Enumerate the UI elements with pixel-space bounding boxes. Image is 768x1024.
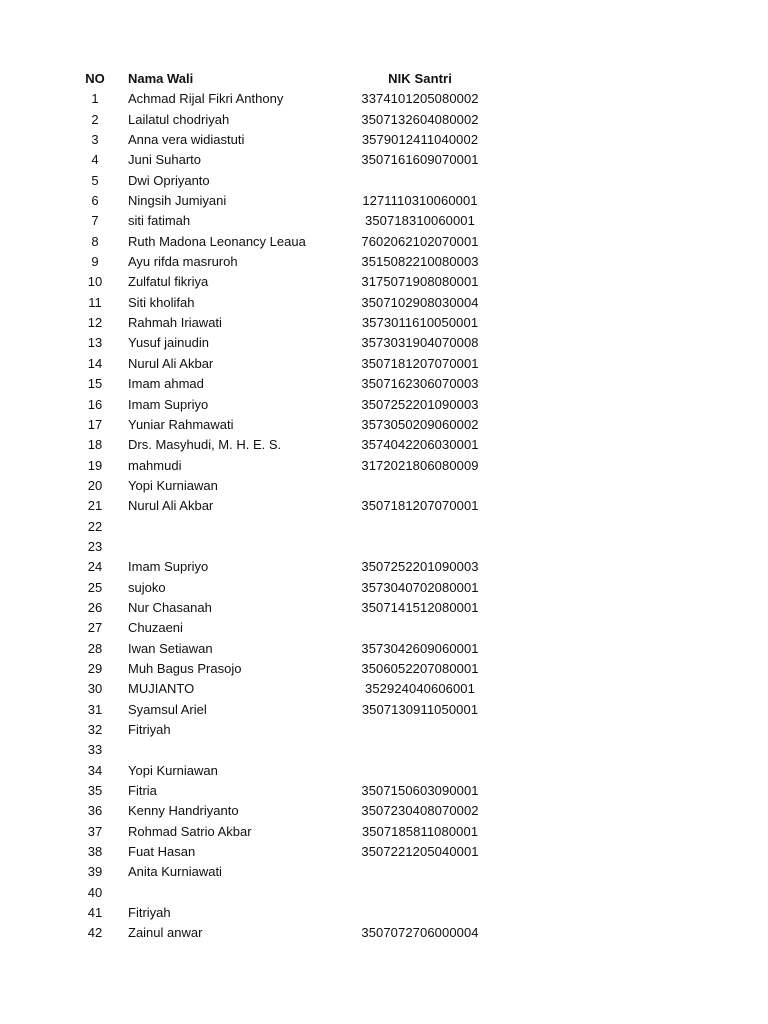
nama-wali-cell: Anna vera widiastuti	[128, 132, 245, 148]
row-number: 22	[87, 518, 103, 534]
nik-santri-cell: 350718310060001	[365, 213, 475, 229]
table-header-row	[0, 69, 768, 89]
nik-santri-cell: 3374101205080002	[361, 91, 479, 107]
row-number: 18	[87, 437, 103, 453]
nik-santri-cell: 3507102908030004	[361, 294, 479, 310]
row-number: 21	[87, 498, 103, 514]
nama-wali-cell: Ayu rifda masruroh	[128, 254, 238, 270]
table-row	[0, 679, 768, 699]
nik-santri-cell: 3507252201090003	[361, 559, 479, 575]
table-row	[0, 89, 768, 109]
nik-santri-cell: 3507150603090001	[361, 783, 479, 799]
row-number: 39	[87, 864, 103, 880]
nama-wali-cell: Fitria	[128, 783, 157, 799]
nama-wali-cell: Yopi Kurniawan	[128, 477, 218, 493]
row-number: 9	[91, 254, 99, 270]
nik-santri-cell: 3507181207070001	[361, 355, 479, 371]
nama-wali-cell: Imam Supriyo	[128, 559, 209, 575]
nama-wali-cell: Imam ahmad	[128, 376, 204, 392]
row-number: 8	[91, 233, 99, 249]
nik-santri-cell: 1271110310060001	[362, 193, 478, 209]
table-row	[0, 130, 768, 150]
row-number: 34	[87, 762, 103, 778]
table-row	[0, 740, 768, 760]
table-row	[0, 232, 768, 252]
table-row	[0, 517, 768, 537]
nama-wali-cell: Syamsul Ariel	[128, 701, 207, 717]
row-number: 10	[87, 274, 103, 290]
nik-santri-cell: 7602062102070001	[361, 233, 479, 249]
row-number: 14	[87, 355, 103, 371]
nik-santri-cell: 3172021806080009	[361, 457, 479, 473]
table-row	[0, 537, 768, 557]
row-number: 30	[87, 681, 103, 697]
nama-wali-cell: Yopi Kurniawan	[128, 762, 218, 778]
nama-wali-cell: Siti kholifah	[128, 294, 195, 310]
nama-wali-cell: Fuat Hasan	[128, 844, 196, 860]
table-row	[0, 700, 768, 720]
row-number: 17	[87, 416, 103, 432]
nik-santri-cell: 3507161609070001	[361, 152, 479, 168]
column-header-nik-santri: NIK Santri	[388, 71, 452, 86]
row-number: 37	[87, 823, 103, 839]
nik-santri-cell: 3507072706000004	[361, 925, 479, 941]
row-number: 42	[87, 925, 103, 941]
table-row	[0, 639, 768, 659]
nik-santri-cell: 3573011610050001	[361, 315, 479, 331]
row-number: 19	[87, 457, 103, 473]
nik-santri-cell: 3507162306070003	[361, 376, 479, 392]
nik-santri-cell: 3175071908080001	[361, 274, 479, 290]
table-row	[0, 598, 768, 618]
nama-wali-cell: Fitriyah	[128, 905, 171, 921]
wali-santri-table	[0, 69, 768, 944]
nik-santri-cell: 3507141512080001	[361, 599, 479, 615]
nik-santri-cell: 3507230408070002	[361, 803, 479, 819]
nama-wali-cell: Yusuf jainudin	[128, 335, 209, 351]
nama-wali-cell: Fitriyah	[128, 722, 171, 737]
row-number: 35	[87, 783, 103, 799]
row-number: 6	[91, 193, 99, 209]
table-row	[0, 435, 768, 455]
nik-santri-cell: 3507132604080002	[361, 111, 479, 127]
table-row	[0, 110, 768, 130]
table-row	[0, 313, 768, 333]
table-row	[0, 293, 768, 313]
nik-santri-cell: 3579012411040002	[361, 132, 479, 148]
row-number: 38	[87, 844, 103, 860]
row-number: 26	[87, 599, 103, 615]
nama-wali-cell: Juni Suharto	[128, 152, 201, 168]
row-number: 25	[87, 579, 103, 595]
row-number: 32	[87, 722, 103, 737]
nama-wali-cell: Imam Supriyo	[128, 396, 209, 412]
row-number: 1	[91, 91, 99, 107]
table-row	[0, 659, 768, 679]
row-number: 41	[87, 905, 103, 921]
table-row	[0, 720, 768, 740]
table-row	[0, 333, 768, 353]
nama-wali-cell: Nur Chasanah	[128, 599, 212, 615]
row-number: 20	[87, 477, 103, 493]
table-row	[0, 578, 768, 598]
nama-wali-cell: Ruth Madona Leonancy Leaua	[128, 233, 306, 249]
nik-santri-cell: 3507252201090003	[361, 396, 479, 412]
table-row	[0, 456, 768, 476]
row-number: 29	[87, 660, 103, 676]
nik-santri-cell: 3507181207070001	[361, 498, 479, 514]
nama-wali-cell: Anita Kurniawati	[128, 864, 222, 880]
row-number: 31	[87, 701, 103, 717]
nik-santri-cell: 3507185811080001	[361, 823, 479, 839]
table-row	[0, 801, 768, 821]
table-row	[0, 150, 768, 170]
nama-wali-cell: Rahmah Iriawati	[128, 315, 222, 331]
row-number: 27	[87, 620, 103, 636]
nama-wali-cell: MUJIANTO	[128, 681, 195, 697]
nik-santri-cell: 3574042206030001	[361, 437, 479, 453]
nama-wali-cell: siti fatimah	[128, 213, 191, 229]
nama-wali-cell: Muh Bagus Prasojo	[128, 660, 242, 676]
table-row	[0, 781, 768, 801]
row-number: 2	[91, 111, 99, 127]
nik-santri-cell: 352924040606001	[365, 681, 475, 697]
column-header-nama-wali: Nama Wali	[128, 71, 194, 86]
row-number: 15	[87, 376, 103, 392]
nama-wali-cell: Kenny Handriyanto	[128, 803, 239, 819]
nik-santri-cell: 3506052207080001	[361, 660, 479, 676]
row-number: 16	[87, 396, 103, 412]
row-number: 3	[91, 132, 99, 148]
table-row	[0, 862, 768, 882]
nama-wali-cell: Nurul Ali Akbar	[128, 498, 214, 514]
row-number: 23	[87, 538, 103, 554]
nama-wali-cell: Drs. Masyhudi, M. H. E. S.	[128, 437, 282, 453]
table-row	[0, 354, 768, 374]
row-number: 40	[87, 884, 103, 900]
table-row	[0, 272, 768, 292]
table-row	[0, 415, 768, 435]
table-row	[0, 903, 768, 923]
row-number: 4	[91, 152, 99, 168]
column-header-no: NO	[85, 71, 105, 86]
nik-santri-cell: 3573031904070008	[361, 335, 479, 351]
nama-wali-cell: Yuniar Rahmawati	[128, 416, 234, 432]
nama-wali-cell: Zainul anwar	[128, 925, 203, 941]
nama-wali-cell: Iwan Setiawan	[128, 640, 213, 656]
nik-santri-cell: 3507221205040001	[361, 844, 479, 860]
table-row	[0, 374, 768, 394]
nama-wali-cell: sujoko	[128, 579, 166, 595]
nama-wali-cell: Dwi Opriyanto	[128, 172, 210, 188]
table-row	[0, 191, 768, 211]
nama-wali-cell: Achmad Rijal Fikri Anthony	[128, 91, 284, 107]
row-number: 13	[87, 335, 103, 351]
nama-wali-cell: Ningsih Jumiyani	[128, 193, 227, 209]
nama-wali-cell: Rohmad Satrio Akbar	[128, 823, 252, 839]
row-number: 24	[87, 559, 103, 575]
nama-wali-cell: Lailatul chodriyah	[128, 111, 230, 127]
nama-wali-cell: Nurul Ali Akbar	[128, 355, 214, 371]
nik-santri-cell: 3515082210080003	[361, 254, 479, 270]
table-row	[0, 761, 768, 781]
row-number: 12	[87, 315, 103, 331]
table-row	[0, 395, 768, 415]
row-number: 11	[88, 294, 102, 310]
row-number: 33	[87, 742, 103, 758]
nik-santri-cell: 3507130911050001	[361, 701, 479, 717]
table-row	[0, 476, 768, 496]
table-row	[0, 923, 768, 943]
table-row	[0, 883, 768, 903]
nik-santri-cell: 3573040702080001	[361, 579, 479, 595]
row-number: 5	[91, 172, 99, 188]
nik-santri-cell: 3573050209060002	[361, 416, 479, 432]
nik-santri-cell: 3573042609060001	[361, 640, 479, 656]
table-row	[0, 211, 768, 231]
table-row	[0, 557, 768, 577]
row-number: 36	[87, 803, 103, 819]
table-row	[0, 822, 768, 842]
nama-wali-cell: Chuzaeni	[128, 620, 183, 636]
table-row	[0, 252, 768, 272]
table-row	[0, 618, 768, 638]
table-body	[0, 89, 768, 943]
table-row	[0, 171, 768, 191]
nama-wali-cell: Zulfatul fikriya	[128, 274, 209, 290]
row-number: 28	[87, 640, 103, 656]
nama-wali-cell: mahmudi	[128, 457, 182, 473]
row-number: 7	[91, 213, 99, 229]
table-row	[0, 496, 768, 516]
table-row	[0, 842, 768, 862]
